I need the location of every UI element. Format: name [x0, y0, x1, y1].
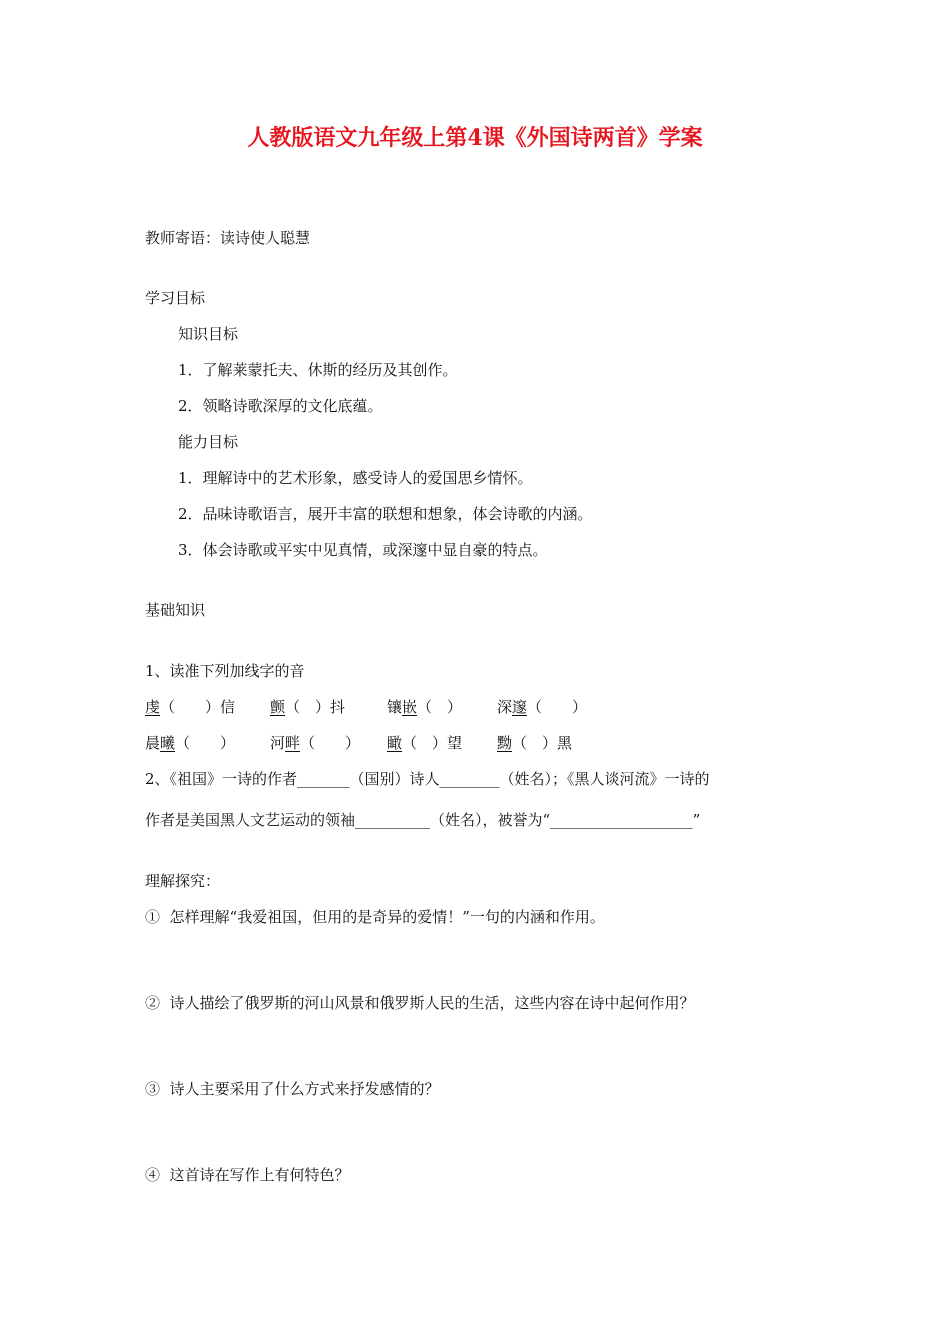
pronunciation-item	[270, 733, 360, 753]
pronunciation-item	[387, 733, 462, 753]
word-prefix: 河	[270, 734, 286, 752]
answer-blank: （ ）抖	[285, 698, 346, 716]
answer-blank: （ ）	[417, 698, 463, 716]
word-prefix: 晨	[145, 734, 161, 752]
inquiry-question: ③ 诗人主要采用了什么方式来抒发感情的？	[145, 1080, 440, 1098]
answer-blank: （ ）望	[402, 734, 463, 752]
inquiry-heading: 理解探究：	[145, 872, 221, 890]
ability-objective-item: 1．理解诗中的艺术形象，感受诗人的爱国思乡情怀。	[178, 469, 533, 487]
underlined-char: 嵌	[402, 698, 418, 716]
objectives-heading: 学习目标	[145, 289, 206, 307]
basics-heading: 基础知识	[145, 601, 206, 619]
knowledge-objectives-heading: 知识目标	[178, 325, 239, 343]
pronunciation-item	[387, 697, 462, 717]
inquiry-question: ① 怎样理解“我爱祖国，但用的是奇异的爱情！”一句的内涵和作用。	[145, 908, 605, 926]
teacher-note: 教师寄语：读诗使人聪慧	[145, 229, 311, 247]
underlined-char: 畔	[285, 734, 301, 752]
ability-objectives-heading: 能力目标	[178, 433, 239, 451]
answer-blank: （ ）黑	[512, 734, 573, 752]
knowledge-objective-item: 2．领略诗歌深厚的文化底蕴。	[178, 397, 383, 415]
underlined-char: 虔	[145, 698, 161, 716]
answer-blank: （ ）	[527, 698, 588, 716]
author-question-line: 2、《祖国》一诗的作者_______（国别）诗人________（姓名）；《黑人谈河流》一诗的	[145, 770, 710, 788]
pronunciation-item	[497, 697, 587, 717]
pronunciation-item	[497, 733, 572, 753]
author-question-line: 作者是美国黑人文艺运动的领袖__________（姓名），被誉为“___________________”	[145, 811, 701, 829]
answer-blank: （ ）信	[160, 698, 236, 716]
underlined-char: 瞰	[387, 734, 403, 752]
underlined-char: 颤	[270, 698, 286, 716]
inquiry-question: ④ 这首诗在写作上有何特色？	[145, 1166, 350, 1184]
pronunciation-item	[145, 733, 235, 753]
pronunciation-item	[270, 697, 345, 717]
pronunciation-question: 1、读准下列加线字的音	[145, 662, 305, 680]
underlined-char: 邃	[512, 698, 528, 716]
pronunciation-item	[145, 697, 235, 717]
underlined-char: 曦	[160, 734, 176, 752]
word-prefix: 镶	[387, 698, 403, 716]
answer-blank: （ ）	[300, 734, 361, 752]
answer-blank: （ ）	[175, 734, 236, 752]
document-title: 人教版语文九年级上第4课《外国诗两首》学案	[247, 125, 703, 151]
inquiry-question: ② 诗人描绘了俄罗斯的河山风景和俄罗斯人民的生活，这些内容在诗中起何作用？	[145, 994, 695, 1012]
underlined-char: 黝	[497, 734, 513, 752]
ability-objective-item: 2．品味诗歌语言，展开丰富的联想和想象，体会诗歌的内涵。	[178, 505, 593, 523]
ability-objective-item: 3．体会诗歌或平实中见真情，或深邃中显自豪的特点。	[178, 541, 548, 559]
knowledge-objective-item: 1．了解莱蒙托夫、休斯的经历及其创作。	[178, 361, 458, 379]
word-prefix: 深	[497, 698, 513, 716]
